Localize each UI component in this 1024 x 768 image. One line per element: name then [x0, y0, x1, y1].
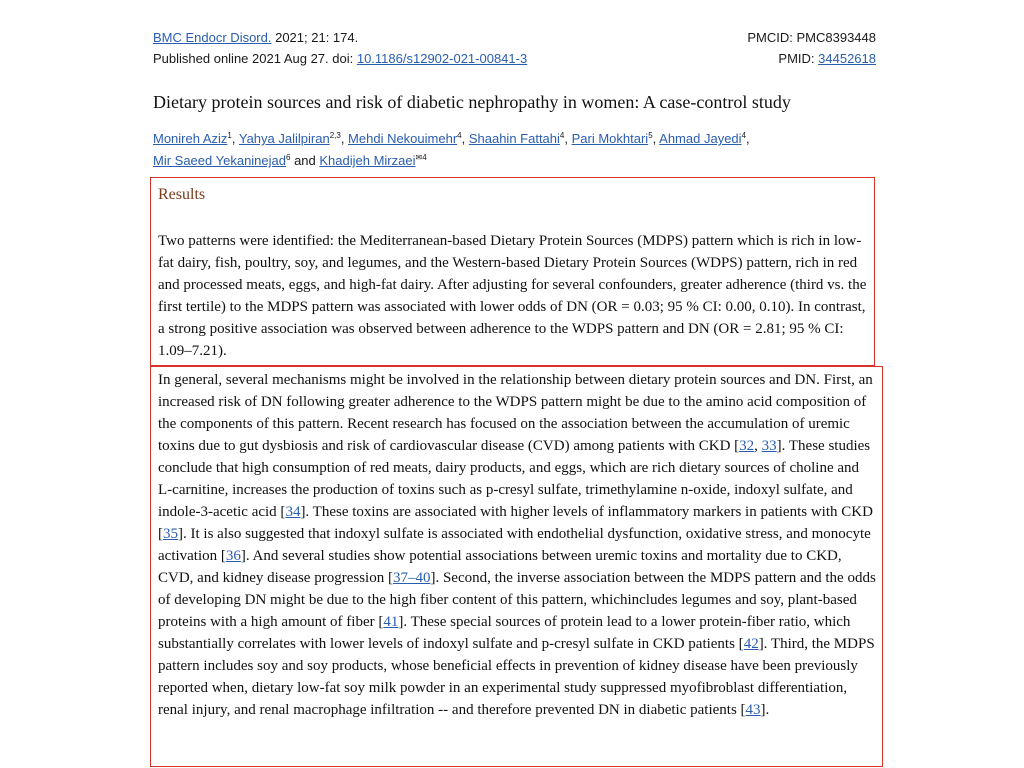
discussion-text: ]. It is also suggested that indoxyl sulfate is associated with endothelial dysfunction, oxidative stress, and monocyte activation [	[158, 526, 871, 564]
author-link[interactable]: Khadijeh Mirzaei	[319, 153, 416, 168]
author-separator: ,	[564, 131, 572, 146]
results-paragraph: Two patterns were identified: the Mediterranean-based Dietary Protein Sources (MDPS) pattern which is rich in low-fat dairy, fish, poultry, soy, and legumes, and the Western-based Dietary Protein Sources (WDPS) pattern, rich in red and processed meats, eggs, and high-fat dairy. After adjusting for several confounders, greater adherence (third vs. the first tertile) to the MDPS pattern was associated with lower odds of DN (OR = 0.03; 95 % CI: 0.00, 0.10). In contrast, a strong positive association was observed between adherence to the WDPS pattern and DN (OR = 2.81; 95 % CI: 1.09–7.21).	[158, 233, 867, 359]
reference-link[interactable]: 32	[739, 438, 755, 454]
citation-row-1	[153, 27, 876, 48]
results-heading: Results	[158, 186, 206, 203]
author-separator: and	[290, 153, 320, 168]
author-link[interactable]: Monireh Aziz	[153, 131, 228, 146]
author-link[interactable]: Mir Saeed Yekaninejad	[153, 153, 286, 168]
author-separator: ,	[340, 131, 349, 146]
discussion-text: In general, several mechanisms might be involved in the relationship between dietary protein sources and DN. First, an increased risk of DN following greater adherence to the WDPS pattern might be due to the amino acid composition of the components of this pattern. Recent research has focused on the association between the accumulation of uremic toxins due to gut dysbiosis and risk of cardiovascular disease (CVD) among patients with CKD [	[158, 372, 873, 454]
discussion-text: ]. And several studies show potential associations between uremic toxins and mortality due to CKD, CVD, and kidney disease progression [	[158, 548, 842, 586]
reference-link[interactable]: 41	[383, 614, 399, 630]
article-title: Dietary protein sources and risk of diabetic nephropathy in women: A case-control study	[153, 92, 791, 112]
discussion-text: ]. These studies conclude that high consumption of red meats, dairy products, and eggs, which are rich dietary sources of choline and L-carnitine, increases the production of toxins such as p-cresyl sulfate, trimethylamine n-oxide, indoxyl sulfate, and indole-3-acetic acid [	[158, 438, 871, 520]
author-affiliation: 2,3	[329, 131, 341, 140]
author-link[interactable]: Ahmad Jayedi	[659, 131, 742, 146]
citation-row-2	[153, 48, 876, 69]
author-link[interactable]: Yahya Jalilpiran	[238, 131, 330, 146]
author-list	[153, 128, 853, 172]
journal-link[interactable]: BMC Endocr Disord.	[153, 30, 272, 45]
discussion-text: ]. These toxins are associated with higher levels of inflammatory markers in patients with CKD [	[158, 504, 873, 542]
discussion-text: ]. Third, the MDPS pattern includes soy and soy products, whose beneficial effects in prevention of kidney disease have been previously reported when, dietary low-fat soy milk powder in an experimental study suppressed myofibroblast differentiation, renal injury, and renal macrophage infiltration -- and therefore prevented DN in diabetic patients [	[158, 636, 875, 718]
author-link[interactable]: Mehdi Nekouimehr	[348, 131, 458, 146]
author-affiliation: 4	[559, 131, 565, 140]
author-separator: ,	[652, 131, 660, 146]
published-line	[153, 48, 527, 69]
author-affiliation: 1	[227, 131, 232, 140]
author-separator: ,	[461, 131, 469, 146]
citation-block	[153, 27, 876, 69]
journal-volume: 2021; 21: 174.	[271, 30, 359, 45]
reference-link[interactable]: 37–40	[392, 570, 431, 586]
discussion-text: ]. These special sources of protein lead to a lower protein-fiber ratio, which substantially correlates with lower levels of indoxyl sulfate and p-cresyl sulfate in CKD patients [	[158, 614, 851, 652]
author-separator: ,	[746, 131, 750, 146]
author-link[interactable]: Pari Mokhtari	[571, 131, 649, 146]
author-affiliation: 6	[286, 153, 291, 162]
author-link[interactable]: Shaahin Fattahi	[468, 131, 560, 146]
journal-citation	[153, 27, 358, 48]
author-affiliation: ✉4	[415, 153, 427, 162]
author-affiliation: 5	[648, 131, 653, 140]
pmcid: PMCID: PMC8393448	[747, 30, 876, 45]
reference-link[interactable]: 36	[225, 548, 241, 564]
author-separator: ,	[231, 131, 239, 146]
reference-link[interactable]: 35	[163, 526, 178, 542]
pmid-link[interactable]: 34452618	[818, 51, 876, 66]
published-label: Published online 2021 Aug 27. doi:	[153, 51, 357, 66]
reference-link[interactable]: 43	[745, 702, 761, 718]
doi-link[interactable]: 10.1186/s12902-021-00841-3	[356, 51, 528, 66]
reference-link[interactable]: 33	[761, 438, 777, 454]
discussion-text: ]. Second, the inverse association between the MDPS pattern and the odds of developing DN might be due to the high fiber content of this pattern, whichincludes legumes and soy, plant-based proteins with a high amount of fiber [	[158, 570, 876, 630]
pmid	[778, 48, 876, 69]
author-affiliation: 4	[457, 131, 462, 140]
reference-link[interactable]: 42	[743, 636, 759, 652]
discussion-text: ].	[760, 702, 770, 718]
discussion-paragraph	[158, 369, 876, 721]
pmid-label: PMID:	[778, 51, 819, 66]
author-affiliation: 4	[741, 131, 746, 140]
discussion-text: ,	[754, 438, 762, 454]
reference-link[interactable]: 34	[285, 504, 301, 520]
